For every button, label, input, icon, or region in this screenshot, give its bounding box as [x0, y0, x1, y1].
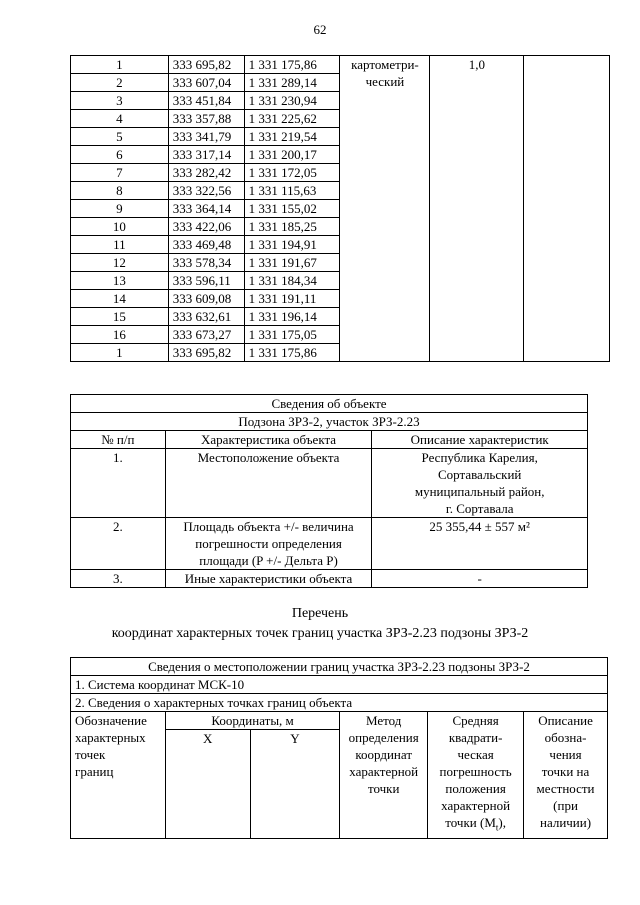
point-number-cell: 7: [71, 164, 169, 182]
y-coordinate-cell: 1 331 155,02: [244, 200, 340, 218]
text-line: Республика Карелия,: [421, 450, 538, 465]
text-line: погрешность: [439, 764, 512, 779]
point-number-cell: 15: [71, 308, 169, 326]
point-number-cell: 12: [71, 254, 169, 272]
text-line: наличии): [539, 815, 592, 830]
x-coordinate-cell: 333 341,79: [168, 128, 244, 146]
col-header-description: Описание характеристик: [372, 431, 588, 449]
object-info-header: Сведения об объекте: [71, 395, 588, 413]
y-coordinate-cell: 1 331 115,63: [244, 182, 340, 200]
point-number-cell: 3: [71, 92, 169, 110]
coordinate-system-row: 1. Система координат МСК-10: [71, 676, 608, 694]
point-number-cell: 10: [71, 218, 169, 236]
x-coordinate-cell: 333 632,61: [168, 308, 244, 326]
text-line: границ: [75, 764, 114, 779]
point-number-cell: 14: [71, 290, 169, 308]
x-coordinate-cell: 333 609,08: [168, 290, 244, 308]
text-line: Сортавальский: [437, 467, 522, 482]
object-info-subheader: Подзона ЗРЗ-2, участок ЗРЗ-2.23: [71, 413, 588, 431]
list-title-line2: координат характерных точек границ участка ЗРЗ-2.23 подзоны ЗРЗ-2: [111, 626, 529, 641]
point-number-cell: 1: [71, 56, 169, 74]
y-coordinate-cell: 1 331 172,05: [244, 164, 340, 182]
x-coordinate-cell: 333 364,14: [168, 200, 244, 218]
text-line: погрешности определения: [195, 536, 342, 551]
text-part: ),: [498, 815, 506, 830]
x-coordinate-cell: 333 469,48: [168, 236, 244, 254]
location-table: [70, 657, 608, 839]
x-coordinate-cell: 333 317,14: [168, 146, 244, 164]
x-coordinate-cell: 333 695,82: [168, 344, 244, 362]
text-line: Метод: [365, 713, 402, 728]
characteristic-cell: Местоположение объекта: [165, 449, 372, 518]
text-line: площади (P +/- Дельта P): [199, 553, 338, 568]
point-number-cell: 13: [71, 272, 169, 290]
y-coordinate-cell: 1 331 184,34: [244, 272, 340, 290]
text-line: ческая: [457, 747, 494, 762]
text-line: характерной: [441, 798, 511, 813]
point-number-cell: 11: [71, 236, 169, 254]
text-line: Обозначение: [75, 713, 147, 728]
col-header-y: Y: [250, 730, 340, 839]
list-title-line1: Перечень: [291, 606, 349, 621]
text-line: определения: [348, 730, 419, 745]
text-line: характерной: [349, 764, 419, 779]
text-line: [432, 814, 519, 837]
text-line: обозна-: [544, 730, 587, 745]
characteristic-cell: Иные характеристики объекта: [165, 570, 372, 588]
point-number-cell: 2: [71, 74, 169, 92]
text-line: Средняя: [452, 713, 499, 728]
table-row: [71, 518, 588, 570]
text-line: г. Сортавала: [445, 501, 514, 516]
x-coordinate-cell: 333 357,88: [168, 110, 244, 128]
x-coordinate-cell: 333 607,04: [168, 74, 244, 92]
text-line: чения: [549, 747, 582, 762]
text-line: квадрати-: [448, 730, 503, 745]
text-line: муниципальный район,: [414, 484, 545, 499]
x-coordinate-cell: 333 673,27: [168, 326, 244, 344]
y-coordinate-cell: 1 331 191,11: [244, 290, 340, 308]
text-line: точки на: [541, 764, 590, 779]
text-line: ческий: [365, 74, 405, 89]
text-line: Площадь объекта +/- величина: [183, 519, 354, 534]
y-coordinate-cell: 1 331 175,86: [244, 344, 340, 362]
x-coordinate-cell: 333 596,11: [168, 272, 244, 290]
description-cell: -: [372, 570, 588, 588]
point-number-cell: 4: [71, 110, 169, 128]
accuracy-cell: 1,0: [430, 56, 524, 362]
text-line: точек: [75, 747, 106, 762]
x-coordinate-cell: 333 451,84: [168, 92, 244, 110]
text-line: положения: [445, 781, 506, 796]
table-row: [71, 56, 610, 74]
point-number-cell: 9: [71, 200, 169, 218]
row-number: 2.: [71, 518, 166, 570]
col-header-point-designation: [71, 712, 166, 839]
y-coordinate-cell: 1 331 219,54: [244, 128, 340, 146]
table-row: [71, 570, 588, 588]
y-coordinate-cell: 1 331 191,67: [244, 254, 340, 272]
col-header-number: № п/п: [71, 431, 166, 449]
x-coordinate-cell: 333 695,82: [168, 56, 244, 74]
text-line: Описание: [538, 713, 593, 728]
object-info-table: [70, 394, 588, 588]
point-description-cell: [524, 56, 610, 362]
points-info-row: 2. Сведения о характерных точках границ объекта: [71, 694, 608, 712]
y-coordinate-cell: 1 331 225,62: [244, 110, 340, 128]
y-coordinate-cell: 1 331 185,25: [244, 218, 340, 236]
subscript-t: t: [495, 822, 499, 833]
y-coordinate-cell: 1 331 196,14: [244, 308, 340, 326]
text-line: характерных: [75, 730, 146, 745]
point-number-cell: 1: [71, 344, 169, 362]
x-coordinate-cell: 333 578,34: [168, 254, 244, 272]
col-header-point-description: [524, 712, 608, 839]
col-header-method: [340, 712, 428, 839]
y-coordinate-cell: 1 331 289,14: [244, 74, 340, 92]
col-header-characteristic: Характеристика объекта: [165, 431, 372, 449]
col-header-accuracy: [428, 712, 524, 839]
row-number: 3.: [71, 570, 166, 588]
table-row: [71, 449, 588, 518]
y-coordinate-cell: 1 331 175,86: [244, 56, 340, 74]
text-line: (при: [553, 798, 578, 813]
x-coordinate-cell: 333 322,56: [168, 182, 244, 200]
text-line: точки: [367, 781, 400, 796]
y-coordinate-cell: 1 331 230,94: [244, 92, 340, 110]
y-coordinate-cell: 1 331 194,91: [244, 236, 340, 254]
y-coordinate-cell: 1 331 175,05: [244, 326, 340, 344]
col-header-coordinates: Координаты, м: [165, 712, 339, 730]
description-cell: 25 355,44 ± 557 м²: [372, 518, 588, 570]
point-number-cell: 5: [71, 128, 169, 146]
text-line: координат: [355, 747, 413, 762]
coordinates-table: [70, 55, 610, 362]
y-coordinate-cell: 1 331 200,17: [244, 146, 340, 164]
description-cell: [372, 449, 588, 518]
point-number-cell: 6: [71, 146, 169, 164]
point-number-cell: 16: [71, 326, 169, 344]
point-number-cell: 8: [71, 182, 169, 200]
x-coordinate-cell: 333 282,42: [168, 164, 244, 182]
characteristic-cell: [165, 518, 372, 570]
text-line: местности: [536, 781, 595, 796]
text-part: точки (M: [445, 815, 496, 830]
col-header-x: X: [165, 730, 250, 839]
location-header: Сведения о местоположении границ участка ЗРЗ-2.23 подзоны ЗРЗ-2: [71, 658, 608, 676]
row-number: 1.: [71, 449, 166, 518]
x-coordinate-cell: 333 422,06: [168, 218, 244, 236]
text-line: картометри-: [351, 57, 419, 72]
method-cell: [340, 56, 430, 362]
list-title: [0, 604, 640, 644]
page-number: 62: [313, 22, 327, 37]
